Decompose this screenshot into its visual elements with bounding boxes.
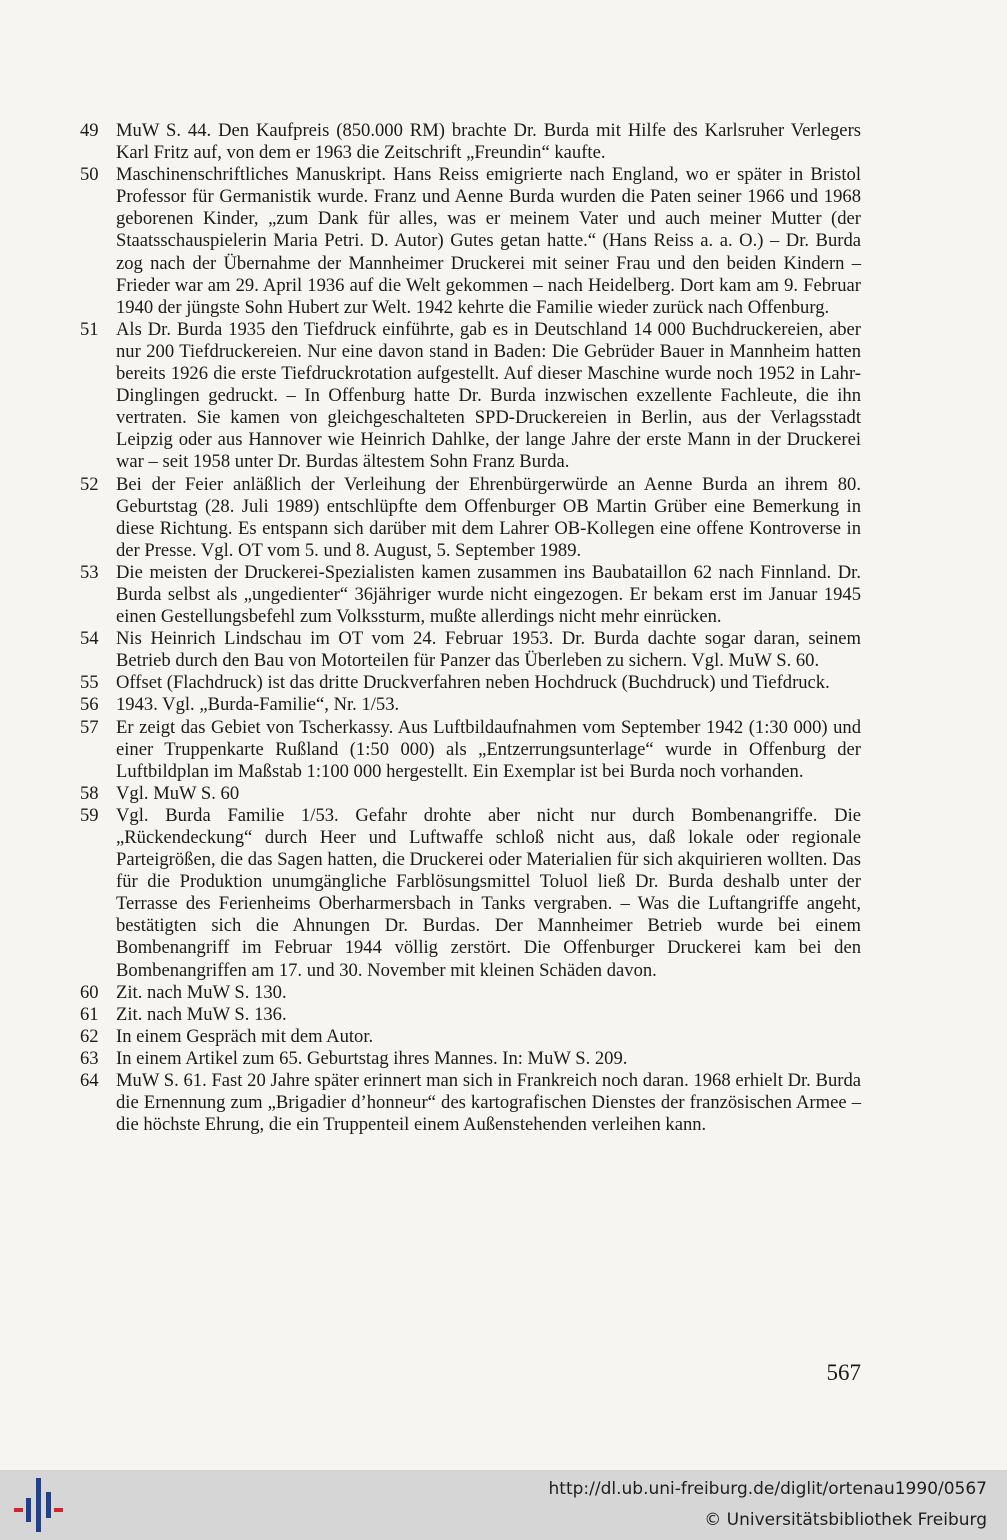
footnote-64 <box>80 1070 861 1136</box>
footnote-text: Als Dr. Burda 1935 den Tiefdruck einführte, gab es in Deutschland 14 000 Buchdruckereien, aber nur 200 Tiefdruckereien. Nur eine davon stand in Baden: Die Gebrüder Bauer in Mannheim hatten bereits 1926 die erste Tiefdruckrotation aufgestellt. Auf dieser Maschine wurde noch 1952 in Lahr-Dinglingen gedruckt. – In Offenburg hatte Dr. Burda inzwischen exzellente Fachleute, die ihn vertraten. Sie kamen von gleichgeschalteten SPD-Druckereien in Berlin, aus der Verlagsstadt Leipzig oder aus Hannover wie Heinrich Dahlke, der lange Jahre der erste Mann in der Druckerei war – seit 1958 unter Dr. Burdas ältestem Sohn Franz Burda. <box>116 318 861 473</box>
footnote-number: 63 <box>80 1047 99 1069</box>
footnote-49 <box>80 120 861 164</box>
footnote-number: 49 <box>80 120 99 141</box>
footnote-text: Vgl. Burda Familie 1/53. Gefahr drohte aber nicht nur durch Bombenangriffe. Die „Rückendeckung“ durch Heer und Luftwaffe schloß nicht aus, daß lokale oder regionale Parteigrößen, die das Sagen hatten, die Druckerei oder Materialien für sich akquirieren wollten. Das für die Produktion unumgängliche Farblösungsmittel Toluol ließ Dr. Burda deshalb unter der Terrasse des Ferienheims Oberharmersbach in Tanks vergraben. – Was die Luftangriffe angeht, bestätigten sich die Ahnungen Dr. Burdas. Der Mannheimer Betrieb wurde bei einem Bombenangriff im Februar 1944 völlig zerstört. Die Offenburger Druckerei kam bei den Bombenangriffen am 17. und 30. November mit kleinen Schäden davon. <box>116 804 861 981</box>
footnote-text: Vgl. MuW S. 60 <box>116 782 240 804</box>
footnote-51 <box>80 319 861 474</box>
footnote-61 <box>80 1004 861 1026</box>
footnote-text: In einem Gespräch mit dem Autor. <box>116 1025 374 1047</box>
footnote-number: 55 <box>80 672 99 694</box>
footnote-text: Zit. nach MuW S. 136. <box>116 1003 287 1025</box>
footnote-number: 53 <box>80 561 99 583</box>
footnotes-list <box>80 120 861 1136</box>
footnote-number: 51 <box>80 318 99 340</box>
footnote-text: Die meisten der Druckerei-Spezialisten kamen zusammen ins Baubataillon 62 nach Finnland. Dr. Burda selbst als „ungedienter“ 36jähriger wurde nicht eingezogen. Er bekam erst im Januar 1945 einen Gestellungsbefehl zum Volkssturm, mußte allerdings nicht mehr einrücken. <box>116 561 861 628</box>
footnote-54 <box>80 628 861 672</box>
copyright-notice: © Universitätsbibliothek Freiburg <box>704 1510 987 1530</box>
footer-bar <box>0 1470 1007 1540</box>
footnote-number: 54 <box>80 628 99 650</box>
footnote-57 <box>80 717 861 783</box>
footnote-text: Nis Heinrich Lindschau im OT vom 24. Februar 1953. Dr. Burda dachte sogar daran, seinem Betrieb durch den Bau von Motorteilen für Panzer das Überleben zu sichern. Vgl. MuW S. 60. <box>116 628 861 672</box>
page-number: 567 <box>826 1360 861 1385</box>
footnote-50 <box>80 164 861 319</box>
footnote-number: 61 <box>80 1003 99 1025</box>
footnote-60 <box>80 982 861 1004</box>
footnote-text: Er zeigt das Gebiet von Tscherkassy. Aus Luftbildaufnahmen vom September 1942 (1:30 000) und einer Truppenkarte Rußland (1:50 000) als „Entzerrungsunterlage“ wurde in Offenburg der Luftbildplan im Maßstab 1:100 000 hergestellt. Ein Exemplar ist bei Burda noch vorhanden. <box>116 716 861 782</box>
footnote-text: In einem Artikel zum 65. Geburtstag ihres Mannes. In: MuW S. 209. <box>116 1047 628 1069</box>
footnote-59 <box>80 805 861 982</box>
footnote-number: 60 <box>80 981 99 1003</box>
footnote-number: 56 <box>80 694 99 716</box>
footnote-text: Bei der Feier anläßlich der Verleihung der Ehrenbürgerwürde an Aenne Burda an ihrem 80. Geburtstag (28. Juli 1989) entschlüpfte dem Offenburger OB Martin Grüber eine Bemerkung in diese Richtung. Es entspann sich darüber mit dem Lahrer OB-Kollegen eine offene Kontroverse in der Presse. Vgl. OT vom 5. und 8. August, 5. September 1989. <box>116 473 861 561</box>
footnote-52 <box>80 474 861 562</box>
source-url[interactable]: http://dl.ub.uni-freiburg.de/diglit/ortenau1990/0567 <box>548 1479 987 1499</box>
footnote-56 <box>80 694 861 716</box>
footnote-number: 62 <box>80 1025 99 1047</box>
footnote-58 <box>80 783 861 805</box>
footnote-number: 59 <box>80 804 99 826</box>
university-library-logo-icon <box>12 1476 64 1534</box>
footnote-number: 52 <box>80 473 99 495</box>
footnote-text: 1943. Vgl. „Burda-Familie“, Nr. 1/53. <box>116 694 400 716</box>
footnote-number: 64 <box>80 1070 99 1092</box>
footnote-text: Zit. nach MuW S. 130. <box>116 981 287 1003</box>
footnote-53 <box>80 562 861 628</box>
footnote-text: Maschinenschriftliches Manuskript. Hans Reiss emigrierte nach England, wo er später in Bristol Professor für Germanistik wurde. Franz und Aenne Burda wurden die Paten seiner 1966 und 1968 geborenen Kinder, „zum Dank für alles, was er meinem Vater und auch meiner Mutter (der Staatsschauspielerin Maria Petri. D. Autor) Gutes getan hatte.“ (Hans Reiss a. a. O.) – Dr. Burda zog nach der Übernahme der Mannheimer Druckerei mit seiner Frau und den beiden Kindern – Frieder war am 29. April 1936 auf die Welt gekommen – nach Heidelberg. Dort kam am 9. Februar 1940 der jüngste Sohn Hubert zur Welt. 1942 kehrte die Familie wieder zurück nach Offenburg. <box>116 164 861 318</box>
footnote-text: Offset (Flachdruck) ist das dritte Druckverfahren neben Hochdruck (Buchdruck) und Tiefdruck. <box>116 672 830 694</box>
footnote-number: 57 <box>80 716 99 738</box>
footnote-text: MuW S. 44. Den Kaufpreis (850.000 RM) brachte Dr. Burda mit Hilfe des Karlsruher Verlegers Karl Fritz auf, von dem er 1963 die Zeitschrift „Freundin“ kaufte. <box>116 120 861 164</box>
footnote-62 <box>80 1026 861 1048</box>
footnote-55 <box>80 672 861 694</box>
footnote-text: MuW S. 61. Fast 20 Jahre später erinnert man sich in Frankreich noch daran. 1968 erhielt Dr. Burda die Ernennung zum „Brigadier d’honneur“ des kartografischen Dienstes der französischen Armee – die höchste Ehrung, die ein Truppenteil einem Außenstehenden verleihen kann. <box>116 1070 861 1136</box>
footnote-63 <box>80 1048 861 1070</box>
footnote-number: 58 <box>80 782 99 804</box>
footnote-number: 50 <box>80 164 99 186</box>
